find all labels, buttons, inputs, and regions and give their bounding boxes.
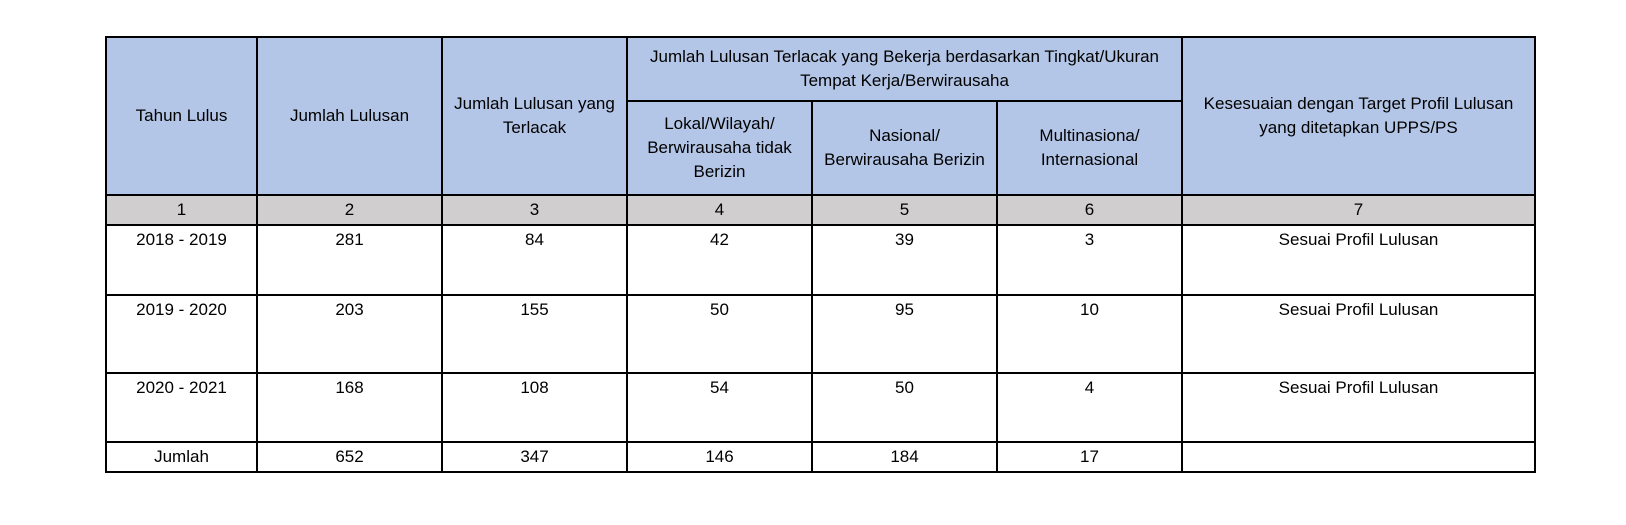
cell-tahun: 2018 - 2019 [106, 225, 257, 295]
cell-lokal: 50 [627, 295, 812, 373]
header-group-tingkat-tempat-kerja: Jumlah Lulusan Terlacak yang Bekerja berdasarkan Tingkat/Ukuran Tempat Kerja/Berwirausaha [627, 37, 1182, 101]
header-lokal: Lokal/Wilayah/ Berwirausaha tidak Berizin [627, 101, 812, 195]
table-row [106, 373, 1535, 442]
column-number-row [106, 195, 1535, 225]
column-number: 2 [257, 195, 442, 225]
total-label: Jumlah [106, 442, 257, 472]
cell-multinasional: 10 [997, 295, 1182, 373]
graduate-tracking-table [105, 36, 1536, 473]
header-tahun-lulus: Tahun Lulus [106, 37, 257, 195]
header-row [106, 37, 1535, 101]
cell-nasional: 50 [812, 373, 997, 442]
cell-kesesuaian: Sesuai Profil Lulusan [1182, 225, 1535, 295]
total-kesesuaian [1182, 442, 1535, 472]
total-terlacak: 347 [442, 442, 627, 472]
header-nasional: Nasional/ Berwirausaha Berizin [812, 101, 997, 195]
column-number: 1 [106, 195, 257, 225]
cell-kesesuaian: Sesuai Profil Lulusan [1182, 295, 1535, 373]
cell-kesesuaian: Sesuai Profil Lulusan [1182, 373, 1535, 442]
cell-multinasional: 4 [997, 373, 1182, 442]
total-lulusan: 652 [257, 442, 442, 472]
total-nasional: 184 [812, 442, 997, 472]
cell-terlacak: 84 [442, 225, 627, 295]
cell-nasional: 95 [812, 295, 997, 373]
column-number: 5 [812, 195, 997, 225]
cell-lulusan: 168 [257, 373, 442, 442]
total-lokal: 146 [627, 442, 812, 472]
table-row [106, 225, 1535, 295]
cell-lulusan: 281 [257, 225, 442, 295]
column-number: 4 [627, 195, 812, 225]
cell-lokal: 54 [627, 373, 812, 442]
column-number: 3 [442, 195, 627, 225]
cell-lulusan: 203 [257, 295, 442, 373]
cell-tahun: 2020 - 2021 [106, 373, 257, 442]
header-multinasional: Multinasiona/ Internasional [997, 101, 1182, 195]
column-number: 7 [1182, 195, 1535, 225]
cell-terlacak: 108 [442, 373, 627, 442]
cell-multinasional: 3 [997, 225, 1182, 295]
table-row [106, 295, 1535, 373]
cell-terlacak: 155 [442, 295, 627, 373]
total-multinasional: 17 [997, 442, 1182, 472]
table-body [106, 195, 1535, 472]
column-number: 6 [997, 195, 1182, 225]
header-kesesuaian: Kesesuaian dengan Target Profil Lulusan yang ditetapkan UPPS/PS [1182, 37, 1535, 195]
table-header [106, 37, 1535, 195]
cell-tahun: 2019 - 2020 [106, 295, 257, 373]
cell-lokal: 42 [627, 225, 812, 295]
graduate-tracking-table-container [105, 36, 1534, 473]
total-row [106, 442, 1535, 472]
cell-nasional: 39 [812, 225, 997, 295]
header-jumlah-lulusan: Jumlah Lulusan [257, 37, 442, 195]
header-jumlah-terlacak: Jumlah Lulusan yang Terlacak [442, 37, 627, 195]
